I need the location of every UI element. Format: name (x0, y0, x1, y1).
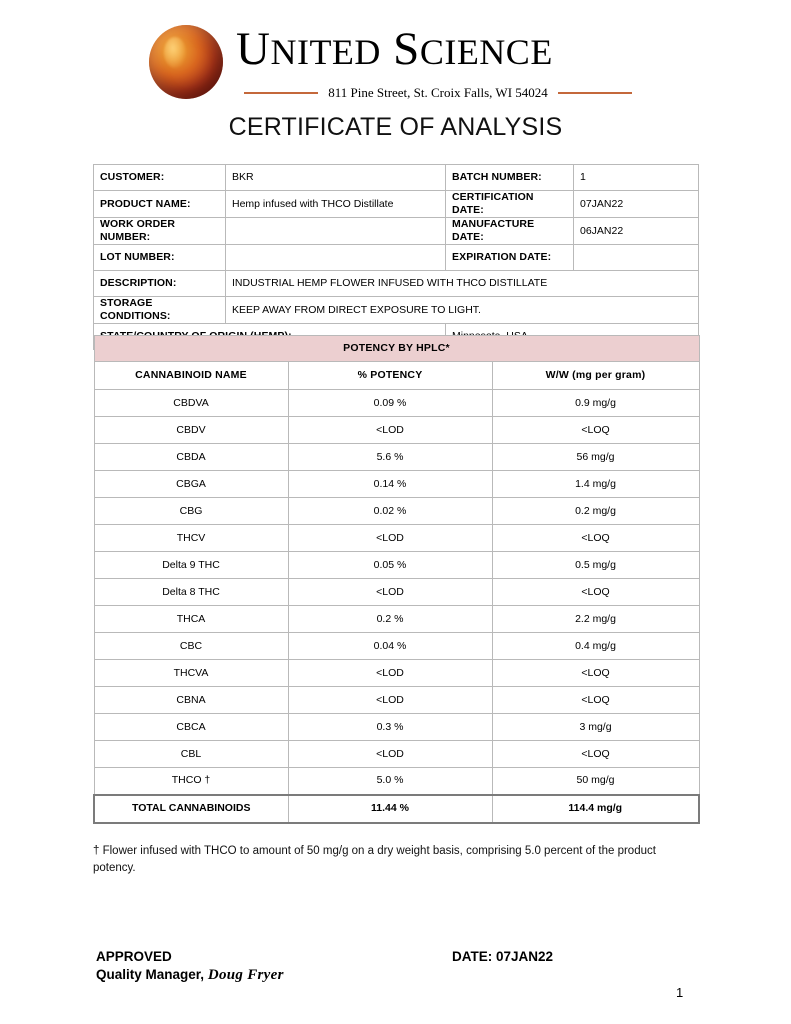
cannabinoid-name: THCO † (94, 768, 288, 795)
work-order-number-value (226, 218, 446, 245)
address-rule-right (558, 92, 632, 94)
potency-column-header-row (94, 362, 699, 390)
cannabinoid-ww: 0.9 mg/g (492, 390, 699, 417)
cannabinoid-percent: 0.3 % (288, 714, 492, 741)
potency-banner-label: POTENCY BY HPLC* (94, 336, 699, 362)
cannabinoid-ww: 0.5 mg/g (492, 552, 699, 579)
cannabinoid-name: CBCA (94, 714, 288, 741)
total-ww: 114.4 mg/g (492, 795, 699, 823)
table-row (94, 579, 699, 606)
table-row (94, 498, 699, 525)
address-rule-left (244, 92, 318, 94)
cannabinoid-ww: 1.4 mg/g (492, 471, 699, 498)
letterhead (0, 14, 791, 98)
cannabinoid-ww: <LOQ (492, 741, 699, 768)
table-row (94, 660, 699, 687)
table-row (94, 245, 699, 271)
storage-conditions-value: KEEP AWAY FROM DIRECT EXPOSURE TO LIGHT. (226, 297, 699, 324)
total-percent: 11.44 % (288, 795, 492, 823)
cannabinoid-ww: <LOQ (492, 579, 699, 606)
table-row (94, 606, 699, 633)
page-title: CERTIFICATE OF ANALYSIS (228, 113, 563, 141)
cannabinoid-percent: 0.04 % (288, 633, 492, 660)
table-row (94, 271, 699, 297)
customer-label: CUSTOMER: (94, 165, 226, 191)
table-row (94, 741, 699, 768)
table-row (94, 417, 699, 444)
cannabinoid-percent: <LOD (288, 741, 492, 768)
cannabinoid-ww: 56 mg/g (492, 444, 699, 471)
table-row (94, 218, 699, 245)
expiration-date-label: EXPIRATION DATE: (446, 245, 574, 271)
manufacture-date-label: MANUFACTURE DATE: (446, 218, 574, 245)
cannabinoid-ww: 0.2 mg/g (492, 498, 699, 525)
cannabinoid-name: CBC (94, 633, 288, 660)
description-label: DESCRIPTION: (94, 271, 226, 297)
company-name-cience: CIENCE (419, 32, 553, 72)
cannabinoid-percent: 5.0 % (288, 768, 492, 795)
storage-conditions-label: STORAGE CONDITIONS: (94, 297, 226, 324)
cannabinoid-percent: <LOD (288, 579, 492, 606)
cannabinoid-name: CBDV (94, 417, 288, 444)
signature-name: Doug Fryer (207, 967, 284, 983)
cannabinoid-ww: 50 mg/g (492, 768, 699, 795)
cannabinoid-percent: <LOD (288, 417, 492, 444)
customer-value: BKR (226, 165, 446, 191)
cannabinoid-percent: 0.05 % (288, 552, 492, 579)
batch-number-value: 1 (574, 165, 699, 191)
address-row (236, 84, 640, 102)
table-row (94, 297, 699, 324)
cannabinoid-name: CBL (94, 741, 288, 768)
table-row (94, 768, 699, 795)
cannabinoid-name: THCVA (94, 660, 288, 687)
cannabinoid-name: CBG (94, 498, 288, 525)
company-name-s: S (393, 23, 420, 75)
product-name-label: PRODUCT NAME: (94, 191, 226, 218)
cannabinoid-percent: <LOD (288, 660, 492, 687)
cannabinoid-percent: 0.14 % (288, 471, 492, 498)
company-name-nited: NITED (270, 32, 381, 72)
work-order-number-label: WORK ORDER NUMBER: (94, 218, 226, 245)
batch-number-label: BATCH NUMBER: (446, 165, 574, 191)
quality-manager-label: Quality Manager, (96, 967, 205, 982)
cannabinoid-ww: <LOQ (492, 660, 699, 687)
cannabinoid-percent: 0.09 % (288, 390, 492, 417)
total-label: TOTAL CANNABINOIDS (94, 795, 288, 823)
cannabinoid-ww: <LOQ (492, 525, 699, 552)
footnote: † Flower infused with THCO to amount of 50 mg/g on a dry weight basis, comprising 5.0 percent of the product potency. (93, 845, 656, 874)
table-row (94, 714, 699, 741)
quality-manager-line (96, 966, 284, 984)
signature-block (96, 948, 696, 992)
product-name-value: Hemp infused with THCO Distillate (226, 191, 446, 218)
united-science-sphere-logo-icon (149, 25, 223, 99)
cannabinoid-percent: 0.2 % (288, 606, 492, 633)
column-header-ww: W/W (mg per gram) (492, 362, 699, 390)
potency-banner-row (94, 336, 699, 362)
table-row (94, 552, 699, 579)
table-row (94, 471, 699, 498)
cannabinoid-percent: <LOD (288, 525, 492, 552)
cannabinoid-name: THCV (94, 525, 288, 552)
cannabinoid-name: CBDA (94, 444, 288, 471)
column-header-cannabinoid-name: CANNABINOID NAME (94, 362, 288, 390)
cannabinoid-percent: 0.02 % (288, 498, 492, 525)
expiration-date-value (574, 245, 699, 271)
cannabinoid-name: CBDVA (94, 390, 288, 417)
total-cannabinoids-row (94, 795, 699, 823)
table-row (94, 165, 699, 191)
cannabinoid-name: CBGA (94, 471, 288, 498)
cannabinoid-ww: 3 mg/g (492, 714, 699, 741)
description-value: INDUSTRIAL HEMP FLOWER INFUSED WITH THCO DISTILLATE (226, 271, 699, 297)
cannabinoid-name: Delta 8 THC (94, 579, 288, 606)
company-name-u: U (236, 23, 271, 75)
cannabinoid-ww: <LOQ (492, 687, 699, 714)
cannabinoid-name: Delta 9 THC (94, 552, 288, 579)
product-info-table (93, 164, 699, 350)
approved-label: APPROVED (96, 949, 172, 964)
table-row (94, 444, 699, 471)
table-row (94, 633, 699, 660)
column-header-percent-potency: % POTENCY (288, 362, 492, 390)
cannabinoid-name: THCA (94, 606, 288, 633)
cannabinoid-ww: 2.2 mg/g (492, 606, 699, 633)
table-row (94, 525, 699, 552)
certification-date-value: 07JAN22 (574, 191, 699, 218)
lot-number-value (226, 245, 446, 271)
manufacture-date-value: 06JAN22 (574, 218, 699, 245)
cannabinoid-ww: <LOQ (492, 417, 699, 444)
table-row (94, 191, 699, 218)
cannabinoid-name: CBNA (94, 687, 288, 714)
table-row (94, 687, 699, 714)
lot-number-label: LOT NUMBER: (94, 245, 226, 271)
cannabinoid-percent: <LOD (288, 687, 492, 714)
cannabinoid-percent: 5.6 % (288, 444, 492, 471)
page-number: 1 (676, 985, 684, 1000)
potency-by-hplc-table (93, 335, 700, 824)
table-row (94, 390, 699, 417)
company-address: 811 Pine Street, St. Croix Falls, WI 54024 (328, 85, 548, 100)
approval-date: DATE: 07JAN22 (452, 949, 554, 964)
certification-date-label: CERTIFICATION DATE: (446, 191, 574, 218)
cannabinoid-ww: 0.4 mg/g (492, 633, 699, 660)
company-name (236, 22, 553, 79)
